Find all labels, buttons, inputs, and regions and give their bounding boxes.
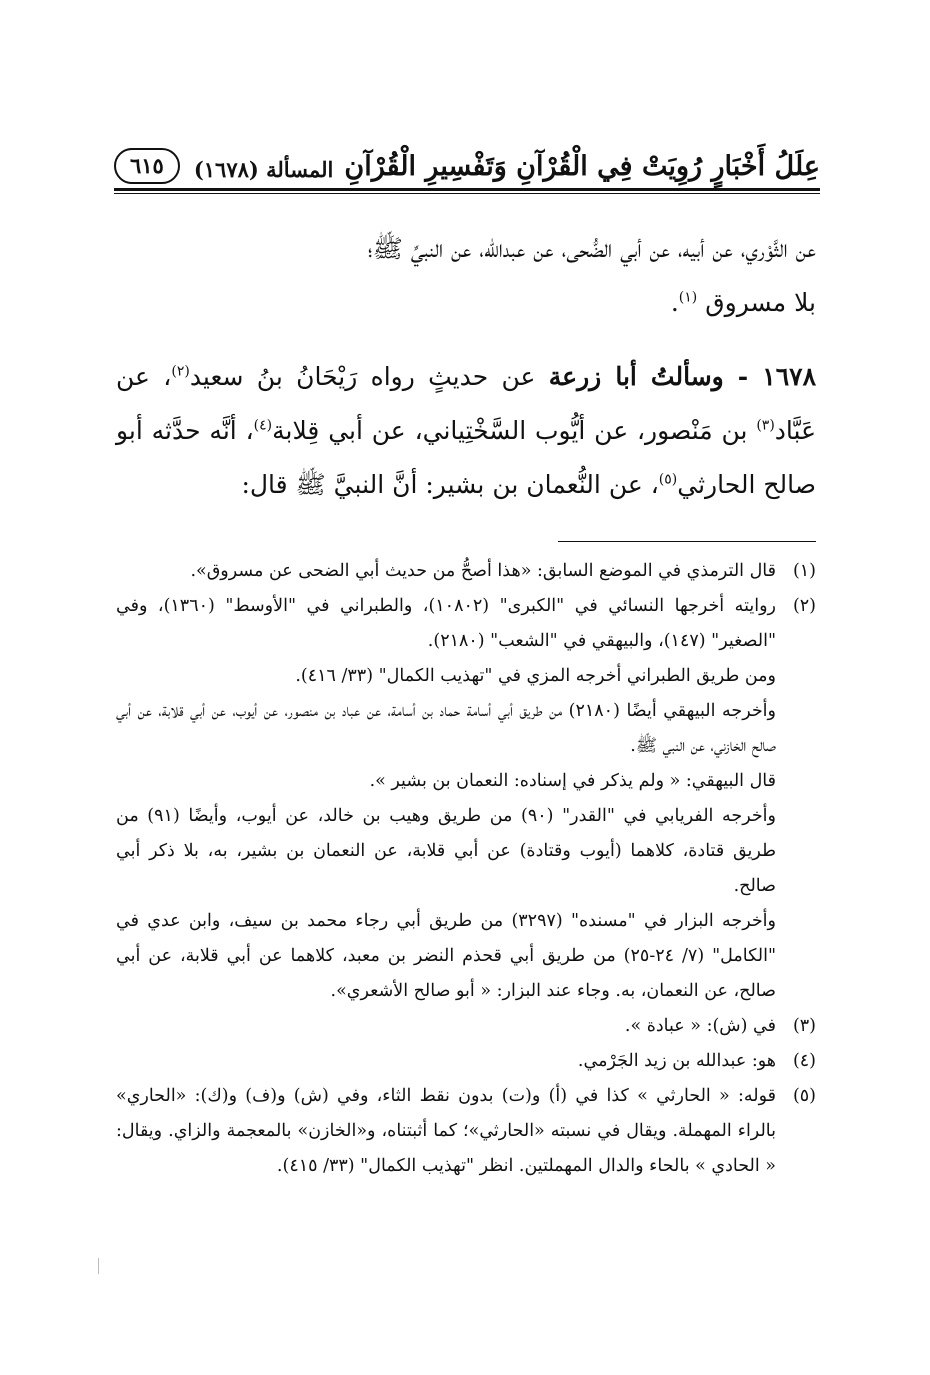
main-text: [116, 222, 816, 512]
book-title: عِلَلُ أَخْبَارٍ رُوِيَتْ فِي الْقُرْآنِ وَتَفْسِيرِ الْقُرْآنِ: [344, 151, 820, 182]
footnote-ref: (٢): [171, 363, 190, 380]
question-paragraph: [116, 350, 816, 512]
scan-margin-mark: [98, 1258, 99, 1274]
footnote-4: [116, 1044, 816, 1079]
header-left-group: [114, 148, 333, 182]
question-text: عن حديثٍ رواه رَيْحَانُ بنُ سعيد: [189, 362, 549, 391]
footnotes: [116, 554, 816, 1184]
paragraph-continuation: [116, 222, 816, 330]
line-text: .: [670, 288, 679, 317]
footnote-marker: (٣): [792, 1016, 816, 1036]
footnote-1: [116, 554, 816, 589]
footnote-text: في (ش): « عبادة ».: [624, 1016, 776, 1036]
question-text: ، عن النُّعمان بن بشير: أنَّ النبيَّ ﷺ قال:: [241, 470, 659, 499]
running-header: [114, 134, 820, 182]
footnote-ref: (٥): [658, 471, 678, 488]
footnote-text: وأخرجه البيهقي أيضًا (٢١٨٠) من طريق أبي أسامة حماد بن أسامة، عن عباد بن منصور، عن أيوب، عن أبي قلابة، عن أبي صالح الخازني، عن النبي ﷺ.: [116, 701, 776, 756]
question-text: ، أنَّه حدَّثه أبو صالح الحارثي: [116, 416, 816, 499]
question-text: بن مَنْصور، عن أيُّوب السَّخْتِياني، عن أبي قِلابة: [272, 416, 757, 445]
footnote-text: هو: عبدالله بن زيد الجَرْمي.: [577, 1051, 776, 1071]
question-text: ، عن عَبَّاد: [116, 362, 816, 445]
footnote-5: [116, 1079, 816, 1184]
footnote-text: وأخرجه البزار في "مسنده" (٣٢٩٧) من طريق أبي رجاء محمد بن سيف، وابن عدي في "الكامل" (٧/ ٢٤-٢٥) من طريق أبي قحذم النضر بن معبد، كلاهما عن أبي قلابة، عن أبي صالح، عن النعمان، به. وجاء عند البزار: « أبو صالح الأشعري».: [116, 911, 776, 1001]
question-label: المسألة (١٦٧٨): [193, 157, 334, 182]
page-number: ٦١٥: [114, 148, 180, 184]
footnote-text: قال البيهقي: « ولم يذكر في إسناده: النعمان بن بشير ».: [369, 771, 776, 791]
footnote-2: [116, 589, 816, 1009]
header-rule-thin: [114, 193, 820, 194]
question-number: ١٦٧٨ - وسألتُ أبا زرعة: [548, 362, 816, 391]
footnote-text: روايته أخرجها النسائي في "الكبرى" (١٠٨٠٢)، والطبراني في "الأوسط" (١٣٦٠)، وفي "الصغير" (١٤٧)، والبيهقي في "الشعب" (٢١٨٠).: [116, 596, 776, 651]
footnote-text: ومن طريق الطبراني أخرجه المزي في "تهذيب الكمال" (٣٣/ ٤١٦).: [295, 666, 776, 686]
footnote-marker: (١): [792, 561, 816, 581]
header-rule-thick: [114, 188, 820, 191]
footnote-marker: (٤): [792, 1051, 816, 1071]
footnote-separator: [558, 541, 816, 542]
line-text: بلا مسروق: [705, 288, 816, 317]
footnote-ref: (٤): [253, 417, 273, 434]
footnote-ref: (١): [678, 289, 698, 306]
footnote-text: قوله: « الحارثي » كذا في (أ) و(ت) بدون نقط الثاء، وفي (ش) و(ف) و(ك): «الحاري» بالراء المهملة. ويقال في نسبته «الحارثي»؛ كما أثبتناه، و«الخازن» بالمعجمة والزاي. ويقال: « الحادي » بالحاء والدال المهملتين. انظر "تهذيب الكمال" (٣٣/ ٤١٥).: [116, 1086, 776, 1176]
line-text: عن الثَّوْري، عن أبيه، عن أبي الضُّحى، عن عبدالله، عن النبيِّ ﷺ؛: [367, 234, 816, 263]
footnote-marker: (٢): [792, 596, 816, 616]
footnote-ref: (٣): [756, 417, 775, 434]
footnote-3: [116, 1009, 816, 1044]
footnote-text: وأخرجه الفريابي في "القدر" (٩٠) من طريق وهيب بن خالد، عن أيوب، وأيضًا (٩١) من طريق قتادة، كلاهما (أيوب وقتادة) عن أبي قلابة، عن النعمان بن بشير، به، بلا ذكر أبي صالح.: [116, 806, 776, 896]
footnote-marker: (٥): [792, 1086, 816, 1106]
footnote-text: قال الترمذي في الموضع السابق: «هذا أصحُّ من حديث أبي الضحى عن مسروق».: [190, 561, 776, 581]
